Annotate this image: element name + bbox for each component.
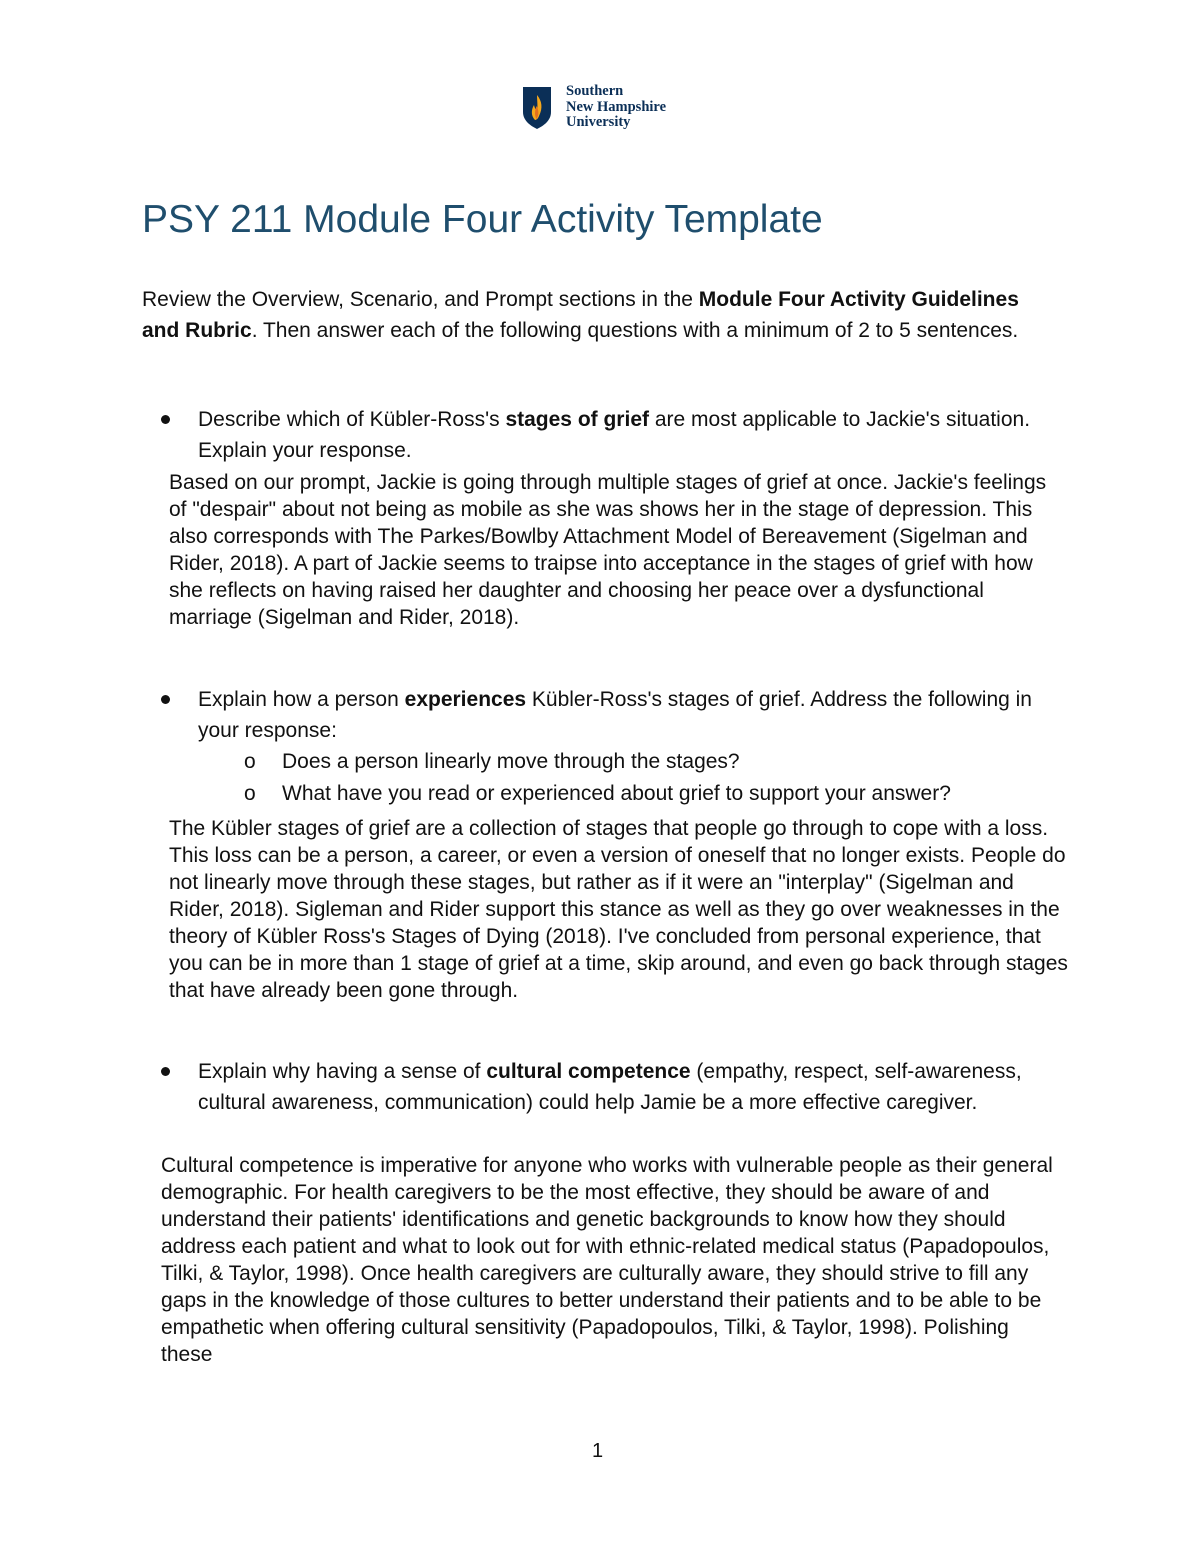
question-3-text-1: Explain why having a sense of [198, 1060, 487, 1083]
logo-wordmark [566, 84, 666, 131]
question-2-text-1: Explain how a person [198, 688, 405, 711]
question-1-bold: stages of grief [505, 408, 649, 431]
question-2-text-2: Kübler-Ross's stages of grief. Address the following in your response: [198, 688, 1032, 742]
question-1 [198, 404, 1058, 466]
page-title: PSY 211 Module Four Activity Template [142, 198, 823, 241]
logo-line-3: University [566, 114, 631, 130]
university-logo [522, 84, 692, 136]
logo-line-1: Southern [566, 83, 624, 99]
question-3 [198, 1056, 1058, 1118]
intro-paragraph [142, 284, 1062, 346]
answer-3: Cultural competence is imperative for anyone who works with vulnerable people as their general demographic. For health caregivers to be the most effective, they should be aware of and understand their patients' identifications and genetic backgrounds to know how they should address each patient and what to look out for with ethnic-related medical status (Papadopoulos, Tilki, & Taylor, 1998). Once health caregivers are culturally aware, they should strive to fill any gaps in the knowledge of those cultures to better understand their patients and to be able to be empathetic when offering cultural sensitivity (Papadopoulos, Tilki, & Taylor, 1998). Polishing these [161, 1154, 1053, 1366]
intro-text-1: Review the Overview, Scenario, and Prompt sections in the [142, 288, 699, 311]
question-2 [198, 684, 1058, 746]
answer-2: The Kübler stages of grief are a collection of stages that people go through to cope with a loss. This loss can be a person, a career, or even a version of oneself that no longer exists. People do not linearly move through these stages, but rather as if it were an "interplay" (Sigelman and Rider, 2018). Sigleman and Rider support this stance as well as they go over weaknesses in the theory of Kübler Ross's Stages of Dying (2018). I've concluded from personal experience, that you can be in more than 1 stage of grief at a time, skip around, and even go back through stages that have already been gone through. [169, 817, 1068, 1002]
question-3-text-2: (empathy, respect, self-awareness, cultural awareness, communication) could help Jamie be a more effective caregiver. [198, 1060, 1022, 1114]
snhu-shield-icon [522, 86, 552, 130]
question-2-sub-1: o Does a person linearly move through the stages? [282, 746, 1082, 778]
question-2-sub-2: o What have you read or experienced about grief to support your answer? [282, 778, 1082, 810]
question-3-bold: cultural competence [486, 1060, 691, 1083]
question-2-bold: experiences [404, 688, 527, 711]
logo-line-2: New Hampshire [566, 98, 667, 115]
question-1-text-1: Describe which of Kübler-Ross's [198, 408, 506, 431]
answer-1: Based on our prompt, Jackie is going through multiple stages of grief at once. Jackie's feelings of "despair" about not being as mobile as she was shows her in the stage of depression. This also corresponds with The Parkes/Bowlby Attachment Model of Bereavement (Sigelman and Rider, 2018). A part of Jackie seems to traipse into acceptance in the stages of grief with how she reflects on having raised her daughter and choosing her peace over a dysfunctional marriage (Sigelman and Rider, 2018). [169, 471, 1047, 629]
intro-text-2: . Then answer each of the following questions with a minimum of 2 to 5 sentences. [251, 319, 1019, 342]
intro-bold-guidelines: Module Four Activity Guidelines and Rubric [142, 288, 1019, 342]
question-1-text-2: are most applicable to Jackie's situation. Explain your response. [198, 408, 1031, 462]
page-number: 1 [592, 1440, 604, 1462]
